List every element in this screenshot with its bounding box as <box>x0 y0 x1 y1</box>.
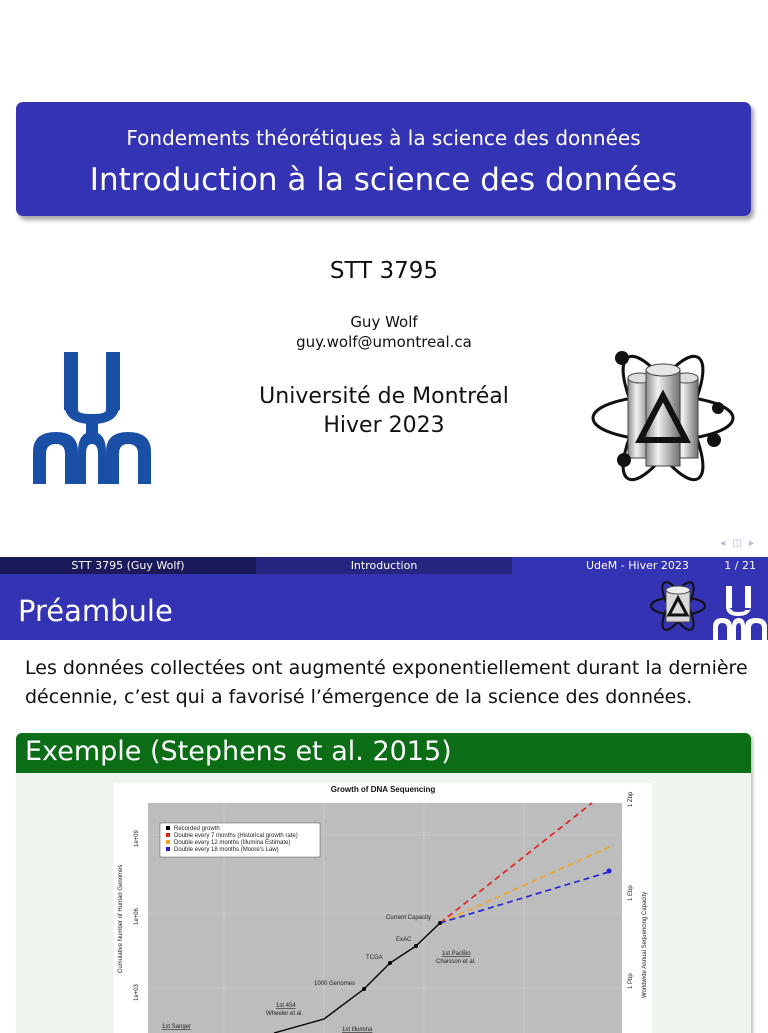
frame-title-bar <box>0 574 768 640</box>
left-tick-2: 1e+03 <box>134 984 140 1001</box>
left-tick-0: 1e+09 <box>134 830 140 847</box>
annotation-454: 1st 454 <box>276 1003 296 1009</box>
example-block <box>16 733 751 1033</box>
legend-label-0: Recorded growth <box>174 826 220 832</box>
intro-paragraph: Les données collectées ont augmenté exponentiellement durant la dernière décennie, c’est qui a favorisé l’émergence de la science des données. <box>25 657 748 708</box>
legend-label-3: Double every 18 months (Moore's Law) <box>174 847 279 853</box>
title-box <box>16 102 751 216</box>
udem-logo <box>30 352 162 484</box>
legend-swatch-recorded <box>166 826 170 830</box>
legend-swatch-7mo <box>166 833 170 837</box>
annotation-exac: ExAC <box>396 937 412 943</box>
dna-sequencing-figure <box>114 783 652 1033</box>
annotation-pacbio: 1st PacBio <box>442 951 471 957</box>
example-block-title: Exemple (Stephens et al. 2015) <box>25 736 452 767</box>
presentation-title: Introduction à la science des données <box>89 162 678 198</box>
left-tick-1: 1e+06 <box>134 908 140 925</box>
content-slide <box>0 557 768 1033</box>
annotation-tcga: TCGA <box>366 955 383 961</box>
presentation-subtitle: Fondements théorétiques à la science des données <box>126 126 641 150</box>
annotation-wheeler: Wheeler et al. <box>266 1011 304 1017</box>
annotation-chaisson: Chaisson et al. <box>436 959 476 965</box>
right-tick-2: 1 Pbp <box>628 973 634 989</box>
infobar-page-number: 1 / 21 <box>724 559 756 572</box>
author-name: Guy Wolf <box>350 313 418 331</box>
chart-svg <box>114 783 652 1033</box>
y-axis-left-label: Cumulative Number of Human Genomes <box>118 864 124 973</box>
infobar-author: STT 3795 (Guy Wolf) <box>0 557 256 574</box>
institution-name: Université de Montréal <box>259 384 509 409</box>
annotation-1000-genomes: 1000 Genomes <box>314 981 356 987</box>
infobar <box>0 557 768 574</box>
legend-label-2: Double every 12 months (Illumina Estimate) <box>174 840 291 846</box>
author-block <box>0 312 768 352</box>
course-code: STT 3795 <box>329 258 439 284</box>
mini-udem-logo <box>712 586 768 640</box>
term: Hiver 2023 <box>323 413 445 438</box>
frame-title: Préambule <box>18 594 173 628</box>
infobar-section: Introduction <box>256 557 512 574</box>
right-tick-0: 1 Zbp <box>628 791 634 807</box>
author-email[interactable]: guy.wolf@umontreal.ca <box>296 333 472 351</box>
atom-database-logo <box>588 348 738 488</box>
y-axis-right-label: Worldwide Annual Sequencing Capacity <box>642 891 648 998</box>
chart-legend <box>160 823 320 857</box>
mini-atom-logo <box>648 578 708 634</box>
legend-label-1: Double every 7 months (Historical growth rate) <box>174 833 298 839</box>
chart-title: Growth of DNA Sequencing <box>330 785 436 794</box>
legend-swatch-18mo <box>166 847 170 851</box>
annotation-illumina: 1st Illumina <box>342 1027 373 1033</box>
infobar-institution: UdeM - Hiver 2023 <box>586 559 689 572</box>
infobar-right <box>512 557 768 574</box>
annotation-current-capacity: Current Capacity <box>386 915 432 921</box>
legend-swatch-12mo <box>166 840 170 844</box>
example-block-header <box>16 733 751 773</box>
annotation-sanger: 1st Sanger <box>162 1024 192 1030</box>
beamer-nav-icons[interactable]: ◂ ◫ ▸ <box>720 538 756 549</box>
right-tick-1: 1 Ebp <box>628 885 634 901</box>
